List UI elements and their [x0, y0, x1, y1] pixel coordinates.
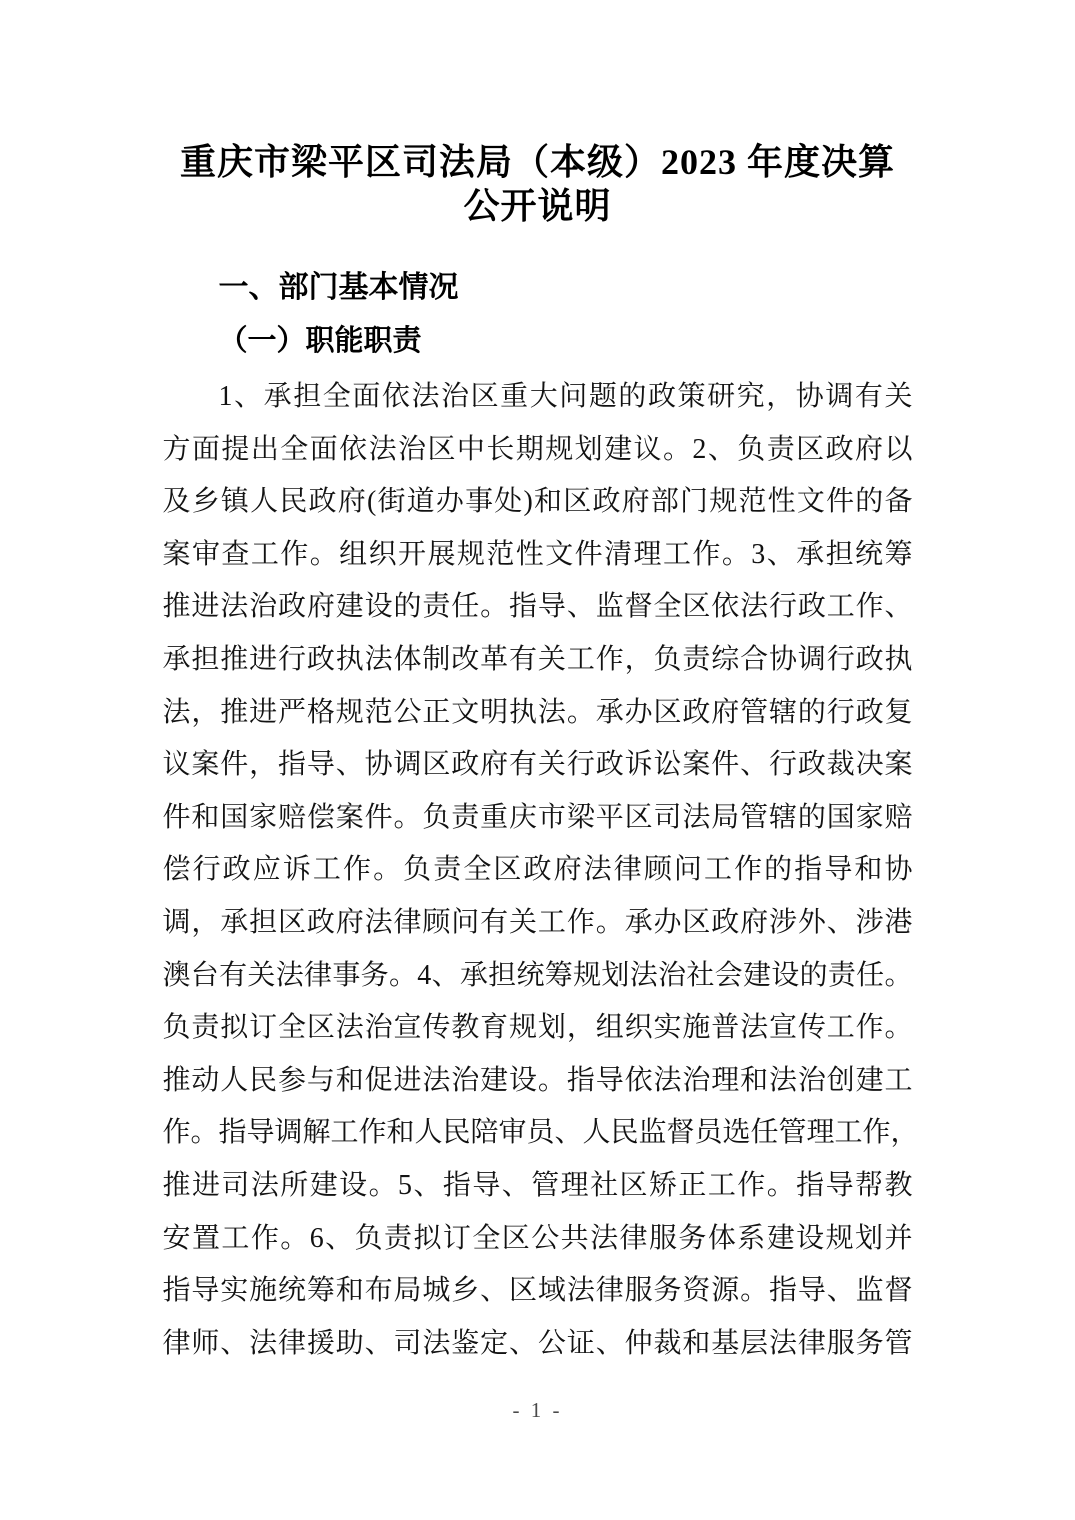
body-line: 负责拟订全区法治宣传教育规划，组织实施普法宣传工作。: [162, 1012, 913, 1044]
body-line: 律师、法律援助、司法鉴定、公证、仲裁和基层法律服务管: [162, 1327, 913, 1359]
body-line: 件和国家赔偿案件。负责重庆市梁平区司法局管辖的国家赔: [162, 801, 913, 833]
body-line: 指导实施统筹和布局城乡、区域法律服务资源。指导、监督: [162, 1275, 913, 1307]
body-line: 推进司法所建设。5、指导、管理社区矫正工作。指导帮教: [162, 1169, 913, 1201]
body-line: 调，承担区政府法律顾问有关工作。承办区政府涉外、涉港: [162, 906, 913, 938]
body-paragraph: [162, 371, 919, 1370]
body-line: 安置工作。6、负责拟订全区公共法律服务体系建设规划并: [162, 1222, 913, 1254]
section-heading: 一、部门基本情况: [218, 271, 459, 304]
body-line: 推进法治政府建设的责任。指导、监督全区依法行政工作、: [162, 591, 913, 623]
body-line: 偿行政应诉工作。负责全区政府法律顾问工作的指导和协: [162, 854, 913, 886]
body-line: 1、承担全面依法治区重大问题的政策研究，协调有关: [218, 381, 913, 412]
body-line: 议案件，指导、协调区政府有关行政诉讼案件、行政裁决案: [162, 749, 913, 781]
document-title: 重庆市梁平区司法局（本级）2023 年度决算公开说明: [179, 142, 895, 226]
body-line: 及乡镇人民政府(街道办事处)和区政府部门规范性文件的备: [162, 486, 913, 518]
body-line: 方面提出全面依法治区中长期规划建议。2、负责区政府以: [162, 433, 913, 465]
body-line: 法，推进严格规范公正文明执法。承办区政府管辖的行政复: [162, 696, 913, 728]
document-content: [162, 0, 919, 1370]
body-line: 承担推进行政执法体制改革有关工作，负责综合协调行政执: [162, 643, 913, 675]
body-line: 澳台有关法律事务。4、承担统筹规划法治社会建设的责任。: [162, 959, 913, 991]
body-line: 推动人民参与和促进法治建设。指导依法治理和法治创建工: [162, 1064, 913, 1096]
subsection-heading: （一）职能职责: [218, 325, 422, 357]
body-line: 作。指导调解工作和人民陪审员、人民监督员选任管理工作，: [162, 1117, 919, 1149]
page-number: - 1 -: [512, 1398, 563, 1422]
body-line: 案审查工作。组织开展规范性文件清理工作。3、承担统筹: [162, 538, 913, 570]
